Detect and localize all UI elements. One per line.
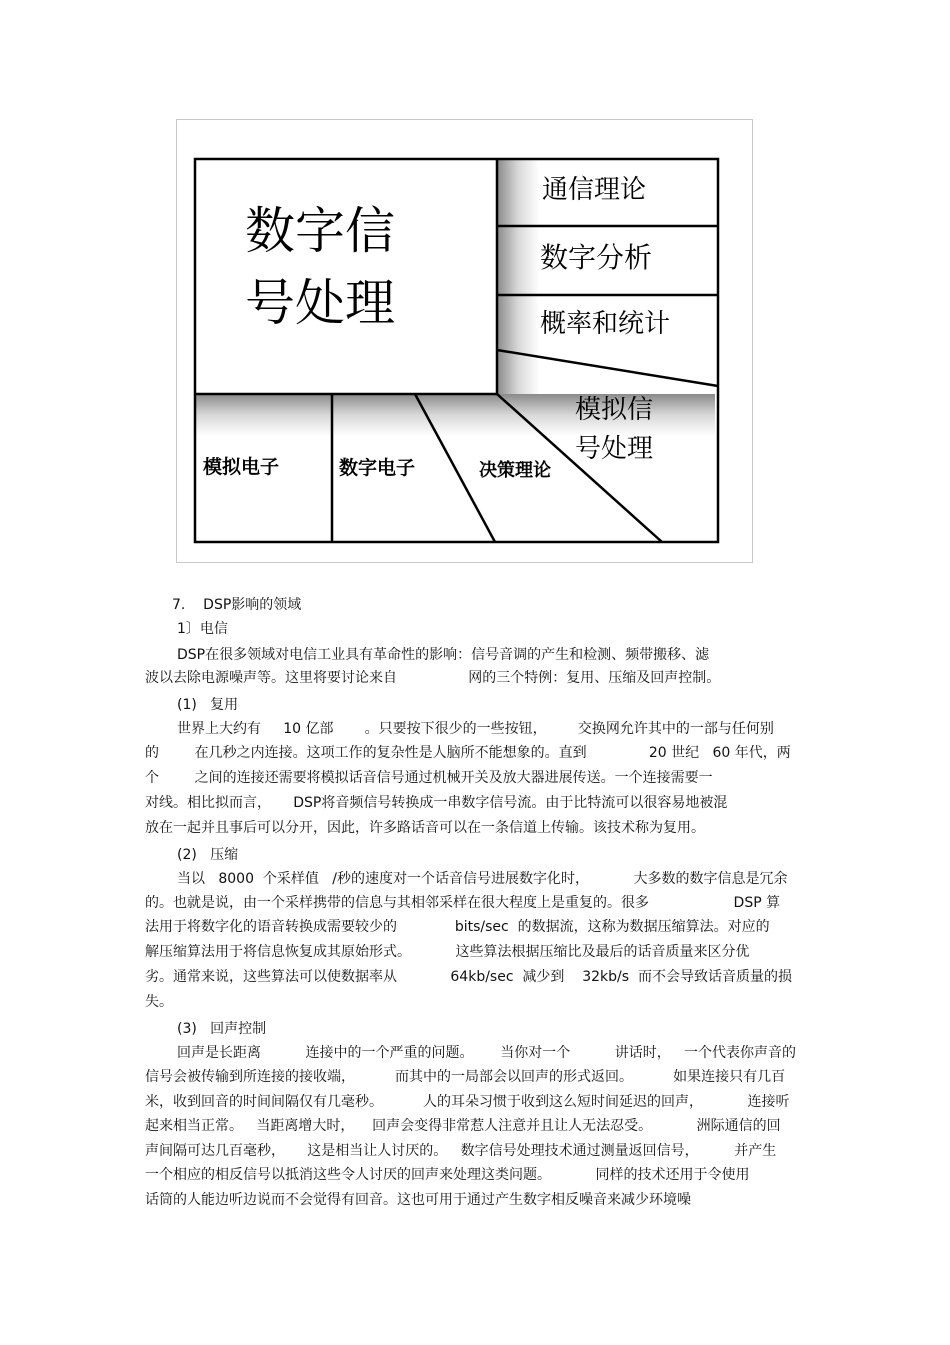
paragraph-line: 对线。相比拟而言， DSP将音频信号转换成一串数字信号流。由于比特流可以很容易地被混 bbox=[145, 795, 728, 811]
subsection-telecom: 1〕电信 bbox=[177, 621, 228, 637]
diagram-canvas bbox=[177, 120, 754, 564]
label-analog-sp-line1: 模拟信 bbox=[575, 395, 654, 425]
main-label-line2: 号处理 bbox=[245, 274, 395, 332]
paragraph-line: 的。也就是说，由一个采样携带的信息与其相邻采样在很大程度上是重复的。很多 DSP 算 bbox=[145, 895, 781, 911]
paragraph-line: 个 之间的连接还需要将模拟话音信号通过机械开关及放大器进展传送。一个连接需要一 bbox=[145, 770, 713, 786]
main-label-line1: 数字信 bbox=[245, 202, 395, 260]
paragraph-line: 放在一起并且事后可以分开，因此，许多路话音可以在一条信道上传输。该技术称为复用。 bbox=[145, 820, 705, 836]
intro-line: 波以去除电源噪声等。这里将要讨论来自 网的三个特例：复用、压缩及回声控制。 bbox=[145, 670, 721, 686]
paragraph-line: 劣。通常来说，这些算法可以使数据率从 64kb/sec 减少到 32kb/s 而不会导致话音质量的损 bbox=[145, 969, 792, 985]
paragraph-line: 话筒的人能边听边说而不会觉得有回音。这也可用于通过产生数字相反噪音来减少环境噪 bbox=[145, 1192, 691, 1208]
dsp-fields-diagram bbox=[176, 119, 753, 563]
compression-title: (2) 压缩 bbox=[177, 847, 239, 863]
paragraph-line: 世界上大约有 10 亿部 。只要按下很少的一些按钮， 交换网允许其中的一部与任何别 bbox=[177, 721, 774, 737]
multiplex-title: (1) 复用 bbox=[177, 697, 239, 713]
paragraph-line: 一个相应的相反信号以抵消这些令人讨厌的回声来处理这类问题。 同样的技术还用于令使用 bbox=[145, 1167, 750, 1183]
paragraph-line: 回声是长距离 连接中的一个严重的问题。 当你对一个 讲话时， 一个代表你声音的 bbox=[177, 1045, 797, 1061]
paragraph-line: 起来相当正常。 当距离增大时， 回声会变得非常惹人注意并且让人无法忍受。 洲际通信的回 bbox=[145, 1118, 781, 1134]
paragraph-line: 米，收到回音的时间间隔仅有几毫秒。 人的耳朵习惯于收到这么短时间延迟的回声， 连接听 bbox=[145, 1094, 790, 1110]
label-probability-statistics: 概率和统计 bbox=[540, 309, 671, 339]
label-communication-theory: 通信理论 bbox=[542, 175, 647, 205]
paragraph-line: 失。 bbox=[145, 994, 173, 1010]
echo-title: (3) 回声控制 bbox=[177, 1021, 267, 1037]
label-analog-electronics: 模拟电子 bbox=[203, 456, 280, 478]
right-shade bbox=[497, 159, 539, 394]
paragraph-line: 当以 8000 个采样值 /秒的速度对一个话音信号进展数字化时， 大多数的数字信息是冗余 bbox=[177, 871, 788, 887]
section-heading: 7. DSP影响的领域 bbox=[172, 597, 302, 613]
label-digital-electronics: 数字电子 bbox=[339, 457, 416, 479]
paragraph-line: 法用于将数字化的语音转换成需要较少的 bits/sec 的数据流，这称为数据压缩算法。对应的 bbox=[145, 919, 770, 935]
paragraph-line: 解压缩算法用于将信息恢复成其原始形式。 这些算法根据压缩比及最后的话音质量来区分优 bbox=[145, 944, 750, 960]
label-numerical-analysis: 数字分析 bbox=[540, 241, 653, 274]
paragraph-line: 的 在几秒之内连接。这项工作的复杂性是人脑所不能想象的。直到 20 世纪 60 年代，两 bbox=[145, 745, 791, 761]
paragraph-line: 信号会被传输到所连接的接收端， 而其中的一局部会以回声的形式返回。 如果连接只有几百 bbox=[145, 1069, 786, 1085]
label-decision-theory: 决策理论 bbox=[479, 460, 551, 481]
paragraph-line: 声间隔可达几百毫秒， 这是相当让人讨厌的。 数字信号处理技术通过测量返回信号， 并产生 bbox=[145, 1143, 777, 1159]
label-analog-sp-line2: 号处理 bbox=[575, 434, 654, 464]
intro-line: DSP在很多领域对电信工业具有革命性的影响：信号音调的产生和检测、频带搬移、滤 bbox=[177, 647, 710, 663]
